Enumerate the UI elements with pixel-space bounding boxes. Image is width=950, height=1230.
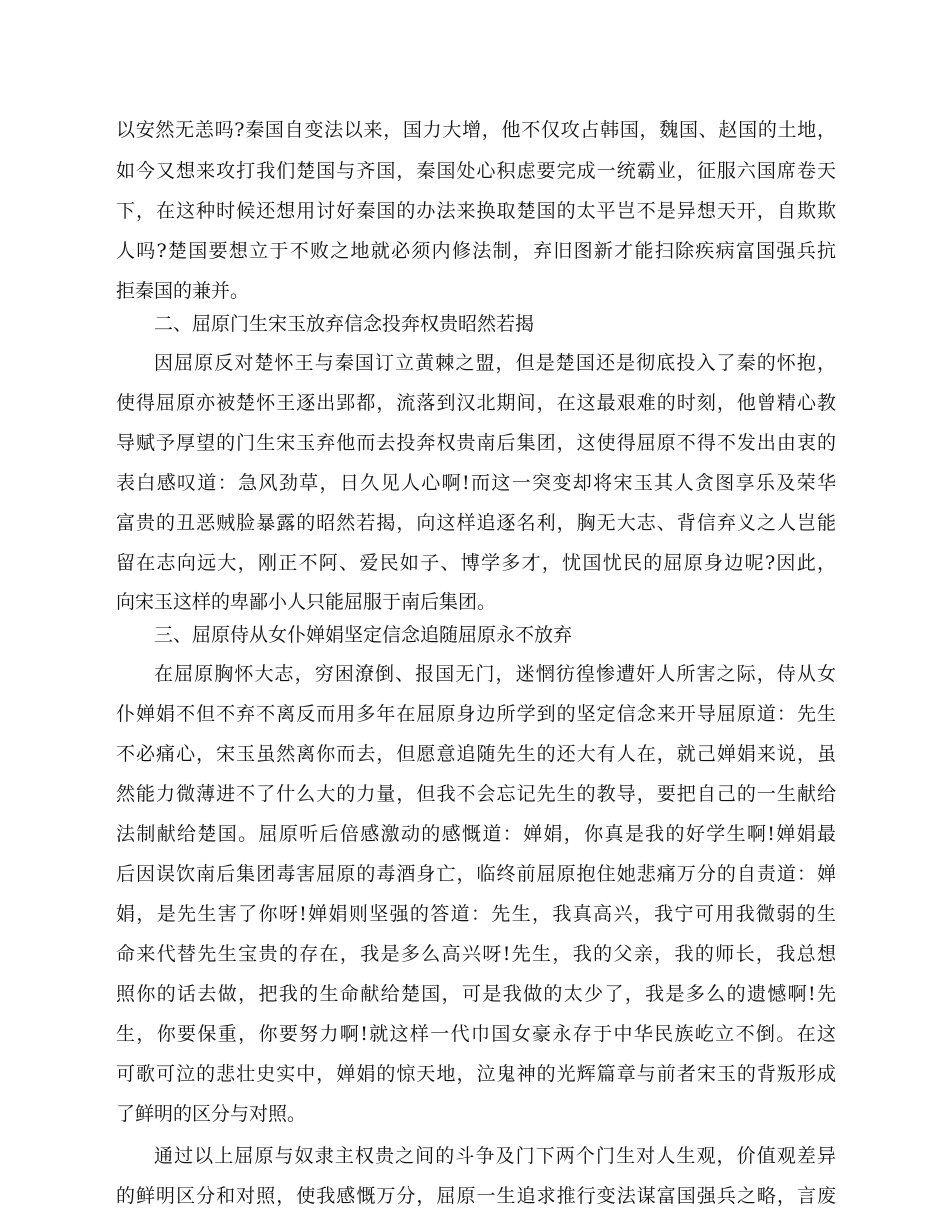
text-line: 娟，是先生害了你呀!婵娟则坚强的答道：先生，我真高兴，我宁可用我微弱的生 — [116, 903, 836, 925]
text-line: 如今又想来攻打我们楚国与齐国，秦国处心积虑要完成一统霸业，征服六国席卷天 — [116, 160, 836, 182]
text-line: 表白感叹道：急风劲草，日久见人心啊!而这一突变却将宋玉其人贪图享乐及荣华 — [116, 472, 836, 494]
text-line: 仆婵娟不但不弃不离反而用多年在屈原身边所学到的坚定信念来开导屈原道：先生 — [116, 703, 836, 725]
text-line: 使得屈原亦被楚怀王逐出郢都，流落到汉北期间，在这最艰难的时刻，他曾精心教 — [116, 392, 836, 414]
text-line: 富贵的丑恶贼脸暴露的昭然若揭，向这样追逐名利，胸无大志、背信弃义之人岂能 — [116, 512, 836, 534]
text-line: 在屈原胸怀大志，穷困潦倒、报国无门，迷惘彷徨惨遭奸人所害之际，侍从女 — [154, 663, 836, 685]
text-line: 命来代替先生宝贵的存在，我是多么高兴呀!先生，我的父亲，我的师长，我总想 — [116, 943, 836, 965]
text-line: 的鲜明区分和对照，使我感慨万分，屈原一生追求推行变法谋富国强兵之略，言废 — [116, 1185, 836, 1207]
text-line: 向宋玉这样的卑鄙小人只能屈服于南后集团。 — [116, 591, 497, 613]
text-line: 人吗?楚国要想立于不败之地就必须内修法制，弃旧图新才能扫除疾病富国强兵抗 — [116, 240, 836, 262]
text-line: 然能力微薄进不了什么大的力量，但我不会忘记先生的教导，要把自己的一生献给 — [116, 783, 836, 805]
text-line: 二、屈原门生宋玉放弃信念投奔权贵昭然若揭 — [154, 313, 535, 335]
text-line: 三、屈原侍从女仆婵娟坚定信念追随屈原永不放弃 — [154, 624, 573, 646]
text-line: 后因误饮南后集团毒害屈原的毒酒身亡，临终前屈原抱住她悲痛万分的自责道：婵 — [116, 863, 836, 885]
text-line: 下，在这种时候还想用讨好秦国的办法来换取楚国的太平岂不是异想天开，自欺欺 — [116, 200, 836, 222]
text-line: 以安然无恙吗?秦国自变法以来，国力大增，他不仅攻占韩国，魏国、赵国的土地， — [116, 119, 836, 141]
text-line: 导赋予厚望的门生宋玉弃他而去投奔权贵南后集团，这使得屈原不得不发出由衷的 — [116, 432, 836, 454]
text-line: 拒秦国的兼并。 — [116, 280, 250, 302]
text-line: 生，你要保重，你要努力啊!就这样一代巾国女豪永存于中华民族屹立不倒。在这 — [116, 1023, 836, 1045]
text-line: 因屈原反对楚怀王与秦国订立黄棘之盟，但是楚国还是彻底投入了秦的怀抱， — [154, 352, 836, 374]
text-line: 照你的话去做，把我的生命献给楚国，可是我做的太少了，我是多么的遗憾啊!先 — [116, 983, 836, 1005]
text-line: 法制献给楚国。屈原听后倍感激动的感慨道：婵娟，你真是我的好学生啊!婵娟最 — [116, 823, 836, 845]
text-line: 不必痛心，宋玉虽然离你而去，但愿意追随先生的还大有人在，就己婵娟来说，虽 — [116, 743, 836, 765]
text-line: 可歌可泣的悲壮史实中，婵娟的惊天地，泣鬼神的光辉篇章与前者宋玉的背叛形成 — [116, 1063, 836, 1085]
text-line: 通过以上屈原与奴隶主权贵之间的斗争及门下两个门生对人生观，价值观差异 — [154, 1145, 836, 1167]
text-line: 留在志向远大，刚正不阿、爱民如子、博学多才，忧国忧民的屈原身边呢?因此， — [116, 552, 836, 574]
text-line: 了鲜明的区分与对照。 — [116, 1103, 307, 1125]
